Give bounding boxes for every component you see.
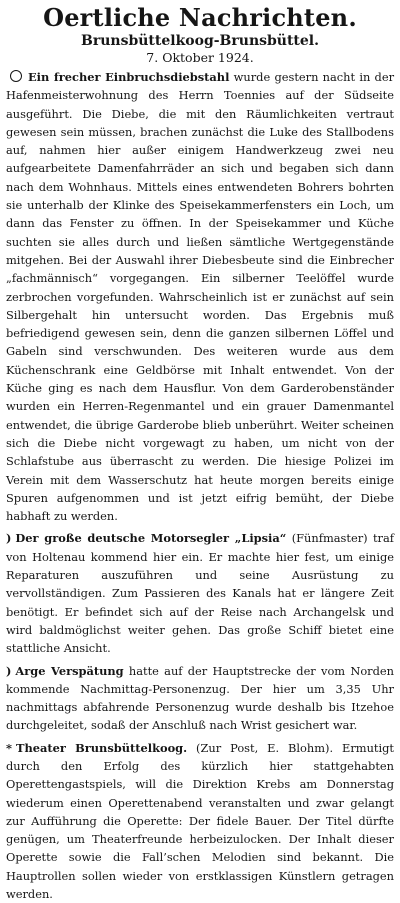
article-train-delay [6, 662, 394, 735]
article-headline: Der große deutsche Motorsegler „Lipsia“ [15, 531, 287, 546]
article-marker: * [6, 740, 12, 755]
circle-bullet-icon [10, 70, 22, 82]
article-burglary [6, 68, 394, 525]
dateline: 7. Oktober 1924. [146, 50, 254, 65]
article-body: (Fünfmaster) traf von Holtenau kommend hier ein. Er machte hier fest, um einige Reparaturen auszuführen und seine Ausrüstung zu vervollständigen. Zum Passieren des Kanals hat er längere Zeit benötigt. Er befindet sich auf der Reise nach Archangelsk und wird baldmöglichst weiter gehen. Das große Schiff bietet eine stattliche Ansicht. [6, 531, 394, 656]
article-headline: Arge Verspätung [15, 663, 124, 678]
article-marker: ) [6, 531, 12, 546]
article-body: (Zur Post, E. Blohm). Ermutigt durch den Erfolg des kürzlich hier stattgehabten Operettengastspiels, will die Direktion Krebs am Donnerstag wiederum einen Operettenabend veranstalten und zwar gelangt zur Aufführung die Operette: Der fidele Bauer. Der Titel dürfte genügen, um Theaterfreunde herbeizulocken. Der Inhalt dieser Operette sowie die Fall’schen Melodien sind bekannt. Die Hauptrollen sollen wieder von erstklassigen Künstlern getragen werden. [6, 740, 394, 902]
locality-heading: Brunsbüttelkoog-Brunsbüttel. [81, 33, 319, 49]
article-theater [6, 739, 394, 903]
article-body: wurde gestern nacht in der Hafenmeisterwohnung des Herrn Toennies auf der Südseite ausgeführt. Die Diebe, die mit den Räumlichkeiten vertraut gewesen sein müssen, brachen zunächst die Luke des Stallbodens auf, nahmen hier außer einigem Handwerkzeug zwei neu aufgearbeitete Damenfahrräder an sich und begaben sich dann nach dem Wohnhaus. Mittels eines entwendeten Bohrers bohrten sie unterhalb der Klinke des Speisekammerfensters ein Loch, um dann das Fenster zu öffnen. In der Speisekammer und Küche suchten sie alles durch und ließen sämtliche Wertgegenstände mitgehen. Bei der Auswahl ihrer Diebesbeute sind die Einbrecher „fachmännisch“ vorgegangen. Ein silberner Teelöffel wurde zerbrochen vorgefunden. Wahrscheinlich ist er zunächst auf sein Silbergehalt hin untersucht worden. Das Ergebnis muß befriedigend gewesen sein, denn die ganzen silbernen Löffel und Gabeln sind verschwunden. Des weiteren wurde aus dem Küchenschrank eine Geldbörse mit Inhalt entwendet. Von der Küche ging es nach dem Hausflur. Von dem Garderobenständer wurden ein Herren-Regenmantel und ein grauer Damenmantel entwendet, die übrige Garderobe blieb unberührt. Weiter scheinen sich die Diebe nicht vorgewagt zu haben, um nicht von der Schlafstube aus überrascht zu werden. Die hiesige Polizei im Verein mit dem Wasserschutz hat heute morgen bereits einige Spuren aufgenommen und ist jetzt eifrig bemüht, der Diebe habhaft zu werden. [6, 70, 395, 524]
article-body: hatte auf der Hauptstrecke der vom Norden kommende Nachmittag-Personenzug. Der hier um 3,35 Uhr nachmittags abfahrende Personenzug wurde deshalb bis Itzehoe durchgeleitet, sodaß der Anschluß nach Wrist gesichert war. [6, 663, 394, 733]
article-marker: ) [6, 663, 12, 678]
article-motorsailer [6, 529, 394, 657]
article-headline: Ein frecher Einbruchsdiebstahl [28, 70, 230, 84]
article-headline: Theater Brunsbüttelkoog. [15, 740, 188, 755]
section-title: Oertliche Nachrichten. [43, 3, 357, 32]
